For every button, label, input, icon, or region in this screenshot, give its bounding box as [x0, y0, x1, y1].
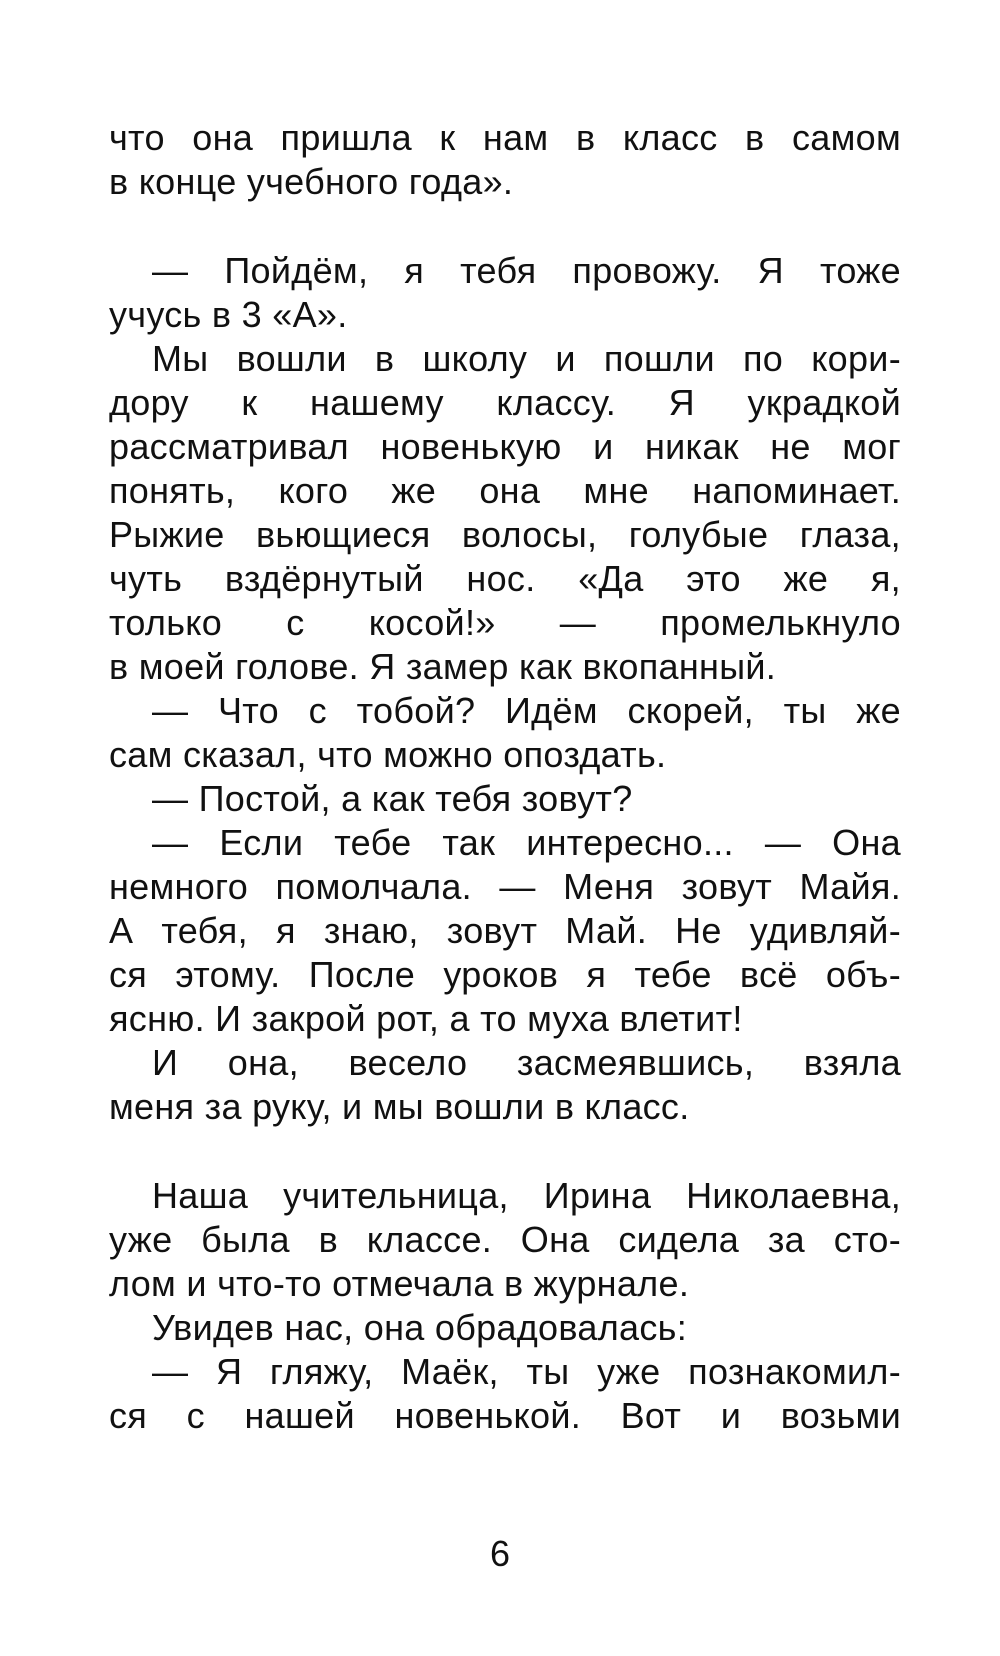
- text-line: в конце учебного года».: [109, 161, 514, 202]
- text-line: А тебя, я знаю, зовут Май. Не удивляй-: [109, 910, 901, 951]
- text-line: — Что с тобой? Идём скорей, ты же: [152, 690, 901, 731]
- text-line: — Я гляжу, Маёк, ты уже познакомил-: [152, 1351, 901, 1392]
- text-line: уже была в классе. Она сидела за сто-: [109, 1219, 901, 1260]
- text-line: И она, весело засмеявшись, взяла: [152, 1042, 901, 1083]
- text-line: Рыжие вьющиеся волосы, голубые глаза,: [109, 514, 901, 555]
- text-line: ся этому. После уроков я тебе всё объ-: [109, 954, 901, 995]
- text-line: ся с нашей новенькой. Вот и возьми: [109, 1395, 901, 1436]
- text-line: понять, кого же она мне напоминает.: [109, 470, 901, 511]
- text-line: чуть вздёрнутый нос. «Да это же я,: [109, 558, 901, 599]
- text-line: Увидев нас, она обрадовалась:: [152, 1307, 688, 1348]
- text-line: в моей голове. Я замер как вкопанный.: [109, 646, 777, 687]
- text-line: ясню. И закрой рот, а то муха влетит!: [109, 998, 743, 1039]
- page-number: 6: [489, 1533, 511, 1574]
- text-line: что она пришла к нам в класс в самом: [109, 117, 901, 158]
- text-line: дору к нашему классу. Я украдкой: [109, 382, 901, 423]
- text-line: Мы вошли в школу и пошли по кори-: [152, 338, 901, 379]
- text-line: сам сказал, что можно опоздать.: [109, 734, 667, 775]
- text-line: немного помолчала. — Меня зовут Майя.: [109, 866, 901, 907]
- text-line: меня за руку, и мы вошли в класс.: [109, 1086, 690, 1127]
- text-line: лом и что-то отмечала в журнале.: [109, 1263, 690, 1304]
- text-line: учусь в 3 «А».: [109, 294, 348, 335]
- text-line: — Если тебе так интересно... — Она: [152, 822, 901, 863]
- text-line: только с косой!» — промелькнуло: [109, 602, 901, 643]
- text-line: — Пойдём, я тебя провожу. Я тоже: [152, 250, 901, 291]
- text-line: Наша учительница, Ирина Николаевна,: [152, 1175, 901, 1216]
- text-line: — Постой, а как тебя зовут?: [152, 778, 633, 819]
- text-line: рассматривал новенькую и никак не мог: [109, 426, 901, 467]
